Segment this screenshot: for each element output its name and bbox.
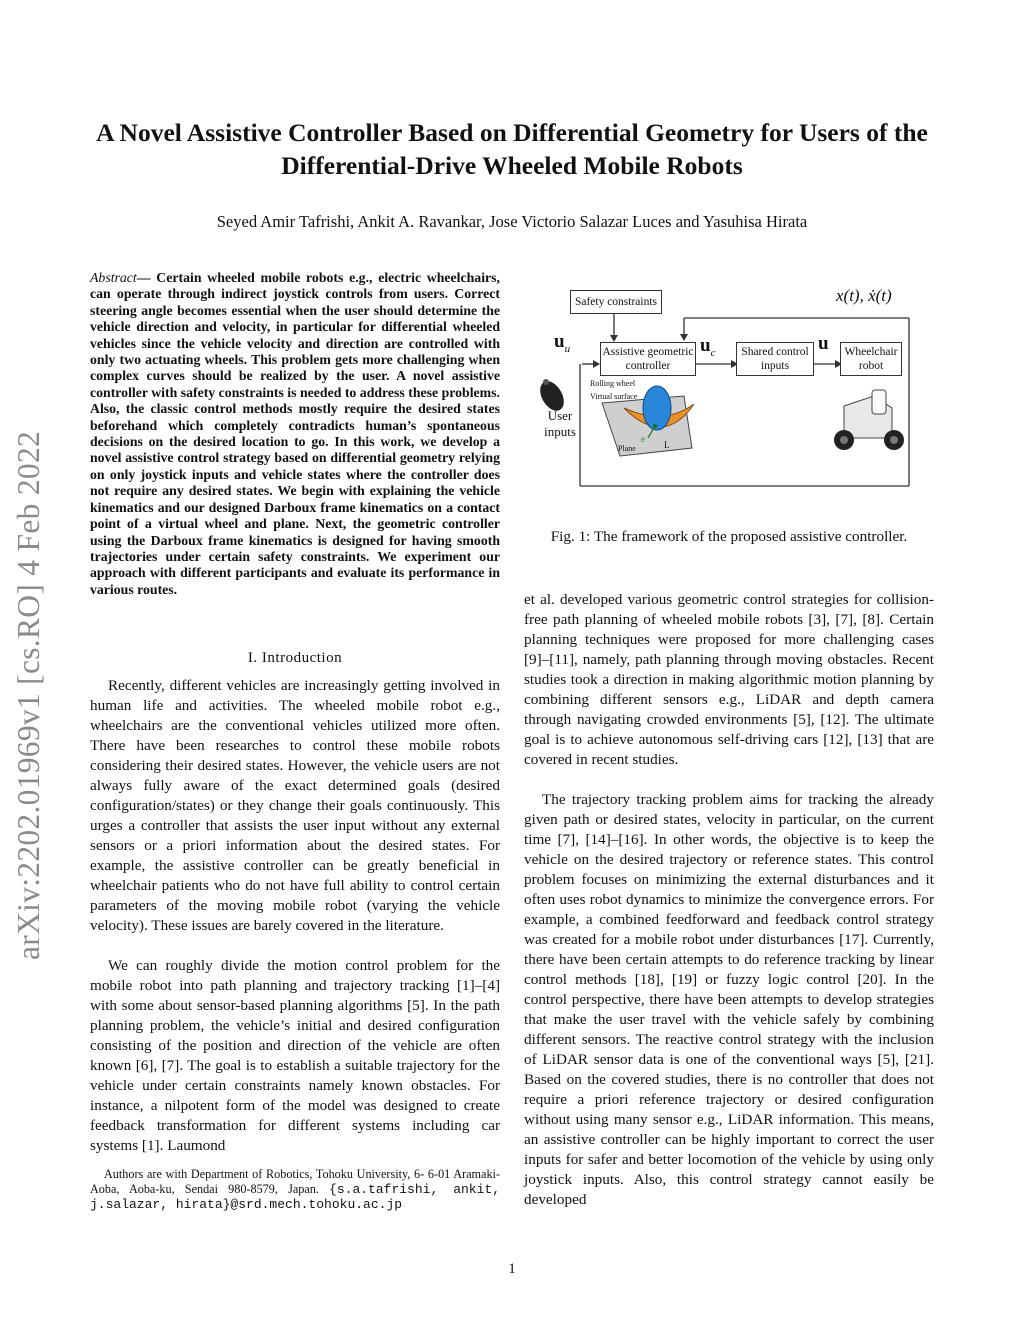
section-heading-introduction: I. Introduction [247, 650, 343, 666]
label-plane: Plane [618, 444, 636, 453]
label-shared-output-u: u [818, 333, 829, 354]
safety-constraints-box: Safety constraints [570, 290, 662, 314]
label-u-sub: u [564, 342, 571, 355]
intro-paragraph-2-text: We can roughly divide the motion control problem for the mobile robot into path planning and trajectory tracking [1]–[4] with some about sensor-based planning algorithms [5]. In the path planning problem, the vehicle’s initial and desired configuration consisting of the position and direction of the vehicle are often known [6], [7]. The goal is to establish a suitable trajectory for the vehicle under certain constraints namely known obstacles. For instance, a nilpotent form of the model was designed to create feedback transformation for different systems including car systems [1]. Laumond [90, 957, 500, 1154]
label-e: e [641, 434, 645, 444]
wheelchair-icon [834, 390, 904, 450]
intro-paragraph-2 [90, 956, 500, 1156]
label-state: x(t), ẋ(t) [836, 286, 892, 305]
author-list: Seyed Amir Tafrishi, Ankit A. Ravankar, Jose Victorio Salazar Luces and Yasuhisa Hirata [216, 212, 808, 231]
footnote-text: Authors are with Department of Robotics, Tohoku University, 6- 6-01 Aramaki-Aoba, Aoba-ku, Sendai 980-8579, Japan. [90, 1167, 500, 1196]
assistive-controller-box: Assistive geometric controller [600, 342, 696, 376]
shared-control-box: Shared control inputs [736, 342, 814, 376]
right-paragraph-1-text: et al. developed various geometric control strategies for collision-free path planning of wheeled mobile robots [3], [7], [8]. Certain planning techniques were proposed for more challenging cases [9]–[11], namely, path planning through moving obstacles. Recent studies took a direction in making algorithmic motion planning by combining different sensors e.g., LiDAR and depth camera through navigating crowded environments [5], [12]. The ultimate goal is to achieve autonomous self-driving cars [12], [13] that are covered in recent studies. [524, 591, 934, 768]
abstract [90, 270, 500, 598]
arxiv-identifier: arXiv:2202.01969v1 [cs.RO] 4 Feb 2022 [11, 430, 46, 960]
right-paragraph-1 [524, 590, 934, 770]
label-u-main: u [554, 331, 565, 352]
right-paragraph-2 [524, 790, 934, 1210]
paper-title: A Novel Assistive Controller Based on Differential Geometry for Users of the Differential-Drive Wheeled Mobile Robots [96, 118, 928, 180]
footnote [90, 1167, 500, 1212]
wheelchair-robot-box: Wheelchair robot [840, 342, 902, 376]
footnote-email: {s.a.tafrishi, ankit, j.salazar, hirata}@srd.mech.tohoku.ac.jp [90, 1182, 500, 1212]
label-uc-main: u [700, 335, 711, 356]
label-rolling-wheel: Rolling wheel [590, 379, 636, 388]
label-l: L [664, 440, 670, 450]
abstract-label: Abstract [90, 270, 137, 285]
label-user-input-u [554, 331, 571, 357]
right-paragraph-2-text: The trajectory tracking problem aims for tracking the already given path or desired states, velocity in particular, on the current time [7], [14]–[16]. In other words, the objective is to keep the vehicle on the desired trajectory or reference states. This control problem focuses on minimizing the external disturbances and it often uses robot dynamics to minimize the convergence errors. For example, a combined feedforward and feedback control strategy was created for a mobile robot under disturbances [17]. Currently, there have been certain attempts to do reference tracking by linear control methods [18], [19] or fuzzy logic control [20]. In the control perspective, there have been attempts to develop strategies that make the user travel with the vehicle safely by combining different sensors. The reactive control strategy with the inclusion of LiDAR sensor data is one of the conventional ways [5], [21]. Based on the covered studies, there is no controller that does not require a priori reference trajectory or desired configuration without using many sensor e.g., LiDAR information. This means, an assistive controller can be highly important to correct the user inputs for safer and better locomotion of the vehicle by using only joystick inputs. Also, this control strategy cannot easily be developed [524, 791, 934, 1208]
intro-paragraph-1-text: Recently, different vehicles are increasingly getting involved in human life and activities. The wheeled mobile robot e.g., wheelchairs are the conventional vehicles utilized more often. There have been researches to control these mobile robots considering their desired states. However, the vehicle users are not always fully aware of the exact determined goals (desired configuration/states) or they change their goals continuously. This urges a controller that assists the user input without any external sensors or a priori information about the desired states. For example, the assistive controller can be greatly beneficial in wheelchair patients who do not have full ability to control certain parameters of the moving mobile robot (varying the vehicle velocity). These issues are barely covered in the literature. [90, 677, 500, 934]
page-number: 1 [508, 1261, 516, 1277]
figure-1 [524, 278, 936, 488]
label-user-inputs: User inputs [544, 408, 576, 439]
label-virtual-surface: Virtual surface [590, 392, 638, 401]
abstract-text: — Certain wheeled mobile robots e.g., electric wheelchairs, can operate through indirect joystick controls from users. Correct steering angle becomes essential when the user should determine the vehicle direction and velocity, in particular for differential wheeled vehicles since the vehicle velocity and direction are controlled with only two actuating wheels. This problem gets more challenging when complex curves should be realized by the user. A novel assistive controller with safety constraints is needed to address these problems. Also, the classic control methods mostly require the desired states beforehand which completely contradicts human’s spontaneous decisions on the desired location to go. In this work, we develop a novel assistive control strategy based on differential geometry relying on only joystick inputs and vehicle states where the controller does not require any desired states. We begin with explaining the vehicle kinematics and our designed Darboux frame kinematics on a contact point of a virtual wheel and plane. Next, the geometric controller using the Darboux frame kinematics is designed for having smooth trajectories under certain safety constraints. We experiment our approach with different participants and evaluate its performance in various routes. [90, 270, 500, 597]
intro-paragraph-1 [90, 676, 500, 936]
figure-caption: Fig. 1: The framework of the proposed assistive controller. [550, 528, 908, 545]
label-uc-sub: c [710, 346, 716, 359]
label-controller-output-u [700, 335, 716, 361]
